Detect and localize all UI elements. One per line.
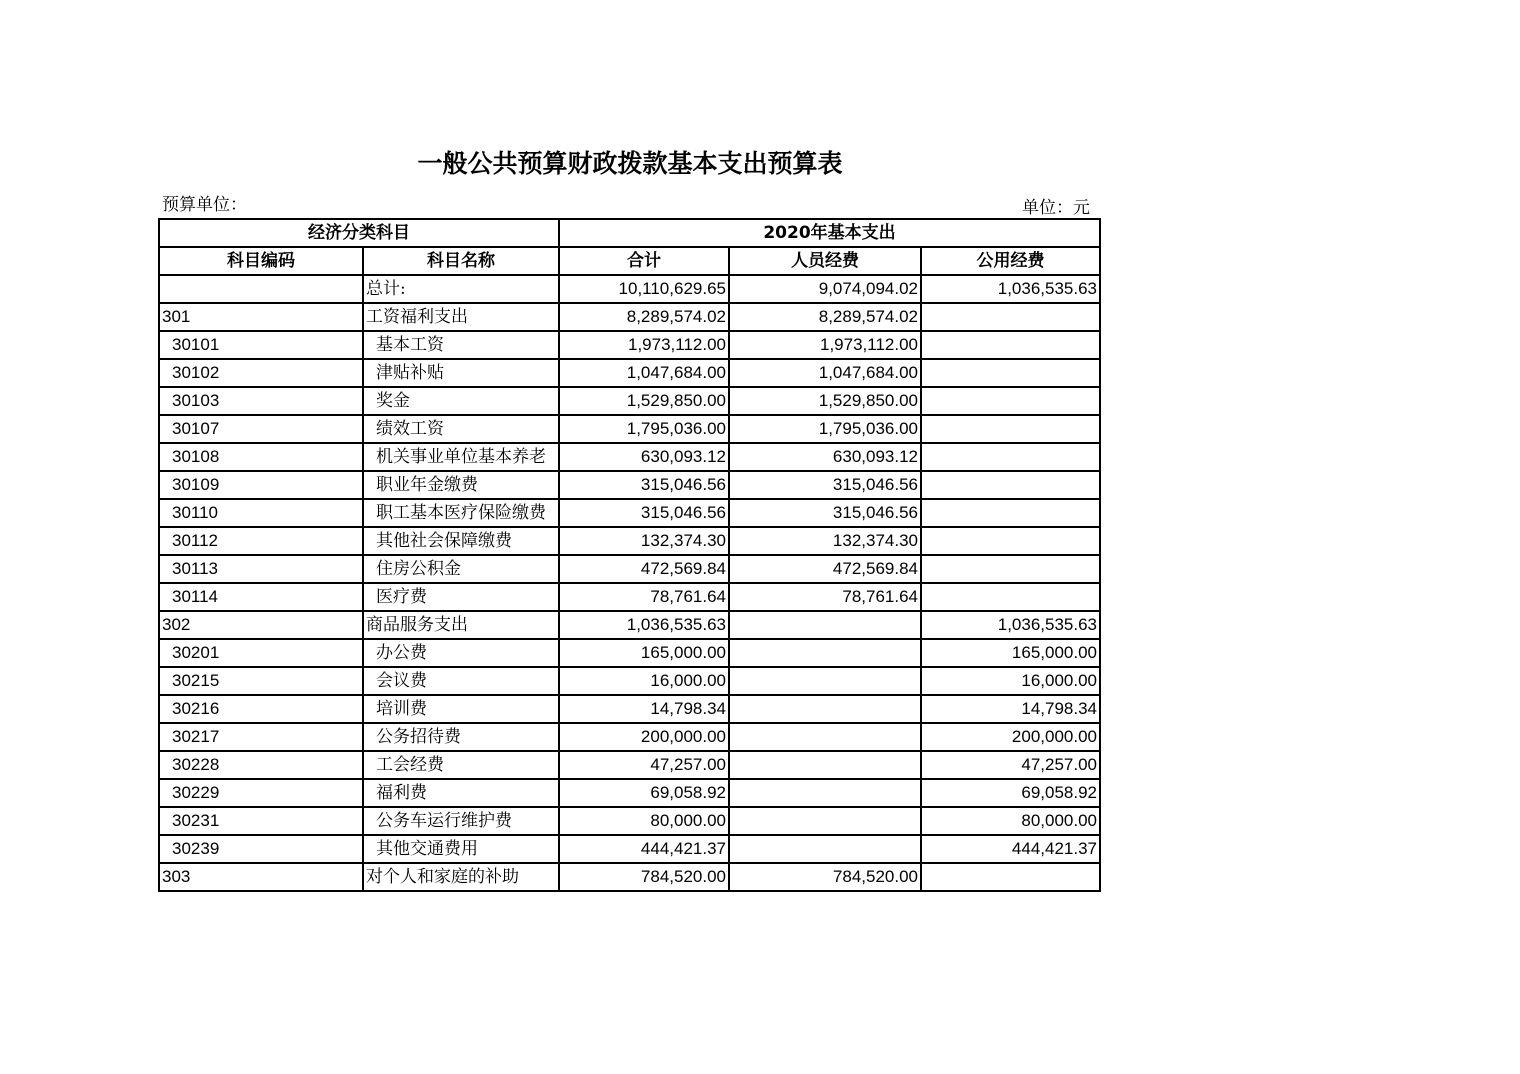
row-total: 1,973,112.00 xyxy=(559,331,729,359)
row-total: 80,000.00 xyxy=(559,807,729,835)
row-public: 444,421.37 xyxy=(921,835,1100,863)
row-name: 会议费 xyxy=(363,667,559,695)
row-name: 基本工资 xyxy=(363,331,559,359)
row-code: 30108 xyxy=(159,443,363,471)
row-public: 14,798.34 xyxy=(921,695,1100,723)
row-name: 对个人和家庭的补助 xyxy=(363,863,559,891)
table-row xyxy=(159,807,1100,835)
row-name: 公务招待费 xyxy=(363,723,559,751)
row-personnel: 1,973,112.00 xyxy=(729,331,921,359)
budget-unit-label: 预算单位： xyxy=(162,195,247,215)
row-personnel: 315,046.56 xyxy=(729,499,921,527)
row-public xyxy=(921,499,1100,527)
row-code: 30114 xyxy=(159,583,363,611)
table-row xyxy=(159,303,1100,331)
row-total: 630,093.12 xyxy=(559,443,729,471)
row-name: 工资福利支出 xyxy=(363,303,559,331)
row-personnel xyxy=(729,807,921,835)
row-code: 30107 xyxy=(159,415,363,443)
row-public xyxy=(921,359,1100,387)
row-public: 200,000.00 xyxy=(921,723,1100,751)
row-name: 办公费 xyxy=(363,639,559,667)
table-row xyxy=(159,527,1100,555)
row-personnel: 9,074,094.02 xyxy=(729,275,921,303)
row-total: 1,795,036.00 xyxy=(559,415,729,443)
budget-table xyxy=(158,218,1101,892)
row-personnel xyxy=(729,639,921,667)
row-personnel xyxy=(729,779,921,807)
table-row xyxy=(159,695,1100,723)
table-row xyxy=(159,499,1100,527)
table-row xyxy=(159,863,1100,891)
row-personnel xyxy=(729,723,921,751)
row-code: 30215 xyxy=(159,667,363,695)
row-total: 10,110,629.65 xyxy=(559,275,729,303)
row-personnel xyxy=(729,695,921,723)
row-name: 职业年金缴费 xyxy=(363,471,559,499)
table-row xyxy=(159,555,1100,583)
row-code: 302 xyxy=(159,611,363,639)
row-code: 30228 xyxy=(159,751,363,779)
header-public: 公用经费 xyxy=(921,247,1100,275)
row-code: 30201 xyxy=(159,639,363,667)
row-personnel: 8,289,574.02 xyxy=(729,303,921,331)
row-code: 30239 xyxy=(159,835,363,863)
header-code: 科目编码 xyxy=(159,247,363,275)
row-public xyxy=(921,303,1100,331)
row-name: 福利费 xyxy=(363,779,559,807)
row-name: 津贴补贴 xyxy=(363,359,559,387)
row-public: 165,000.00 xyxy=(921,639,1100,667)
row-code: 30217 xyxy=(159,723,363,751)
row-total: 1,036,535.63 xyxy=(559,611,729,639)
row-total: 472,569.84 xyxy=(559,555,729,583)
row-public xyxy=(921,583,1100,611)
row-code: 30103 xyxy=(159,387,363,415)
row-name: 其他社会保障缴费 xyxy=(363,527,559,555)
row-code: 30109 xyxy=(159,471,363,499)
row-public: 69,058.92 xyxy=(921,779,1100,807)
header-economic-classification: 经济分类科目 xyxy=(159,219,559,247)
row-name: 工会经费 xyxy=(363,751,559,779)
table-body xyxy=(159,275,1100,891)
row-personnel: 1,047,684.00 xyxy=(729,359,921,387)
table-row xyxy=(159,751,1100,779)
row-code: 30110 xyxy=(159,499,363,527)
row-total: 1,047,684.00 xyxy=(559,359,729,387)
row-total: 78,761.64 xyxy=(559,583,729,611)
row-personnel: 630,093.12 xyxy=(729,443,921,471)
row-public: 1,036,535.63 xyxy=(921,611,1100,639)
row-total: 315,046.56 xyxy=(559,471,729,499)
row-total: 8,289,574.02 xyxy=(559,303,729,331)
row-public: 1,036,535.63 xyxy=(921,275,1100,303)
row-personnel xyxy=(729,835,921,863)
row-name: 其他交通费用 xyxy=(363,835,559,863)
row-public: 47,257.00 xyxy=(921,751,1100,779)
row-name: 总计: xyxy=(363,275,559,303)
row-public xyxy=(921,443,1100,471)
row-public xyxy=(921,527,1100,555)
row-total: 200,000.00 xyxy=(559,723,729,751)
row-total: 165,000.00 xyxy=(559,639,729,667)
table-row xyxy=(159,611,1100,639)
row-name: 商品服务支出 xyxy=(363,611,559,639)
table-row xyxy=(159,779,1100,807)
row-personnel: 132,374.30 xyxy=(729,527,921,555)
row-code: 30101 xyxy=(159,331,363,359)
row-name: 奖金 xyxy=(363,387,559,415)
row-personnel xyxy=(729,751,921,779)
row-code: 30112 xyxy=(159,527,363,555)
table-row xyxy=(159,275,1100,303)
row-total: 784,520.00 xyxy=(559,863,729,891)
page-title: 一般公共预算财政拨款基本支出预算表 xyxy=(417,149,843,178)
row-public xyxy=(921,331,1100,359)
row-total: 444,421.37 xyxy=(559,835,729,863)
row-total: 132,374.30 xyxy=(559,527,729,555)
table-row xyxy=(159,415,1100,443)
row-code: 30216 xyxy=(159,695,363,723)
table-row xyxy=(159,639,1100,667)
row-public xyxy=(921,415,1100,443)
row-public xyxy=(921,471,1100,499)
row-code: 30113 xyxy=(159,555,363,583)
row-name: 绩效工资 xyxy=(363,415,559,443)
row-personnel: 784,520.00 xyxy=(729,863,921,891)
row-name: 培训费 xyxy=(363,695,559,723)
row-code: 30231 xyxy=(159,807,363,835)
row-public: 80,000.00 xyxy=(921,807,1100,835)
table-row xyxy=(159,835,1100,863)
header-total: 合计 xyxy=(559,247,729,275)
row-name: 公务车运行维护费 xyxy=(363,807,559,835)
row-name: 职工基本医疗保险缴费 xyxy=(363,499,559,527)
row-personnel xyxy=(729,611,921,639)
row-total: 69,058.92 xyxy=(559,779,729,807)
table-row xyxy=(159,471,1100,499)
header-name: 科目名称 xyxy=(363,247,559,275)
row-code: 301 xyxy=(159,303,363,331)
row-personnel xyxy=(729,667,921,695)
row-code: 30102 xyxy=(159,359,363,387)
row-code: 303 xyxy=(159,863,363,891)
row-public xyxy=(921,387,1100,415)
row-name: 机关事业单位基本养老 xyxy=(363,443,559,471)
row-personnel: 315,046.56 xyxy=(729,471,921,499)
table-row xyxy=(159,723,1100,751)
row-personnel: 1,529,850.00 xyxy=(729,387,921,415)
row-public xyxy=(921,555,1100,583)
table-row xyxy=(159,331,1100,359)
row-total: 315,046.56 xyxy=(559,499,729,527)
row-code: 30229 xyxy=(159,779,363,807)
row-public: 16,000.00 xyxy=(921,667,1100,695)
currency-unit-label: 单位：元 xyxy=(1022,198,1090,218)
row-personnel: 78,761.64 xyxy=(729,583,921,611)
header-personnel: 人员经费 xyxy=(729,247,921,275)
row-personnel: 1,795,036.00 xyxy=(729,415,921,443)
row-name: 医疗费 xyxy=(363,583,559,611)
table-row xyxy=(159,359,1100,387)
table-row xyxy=(159,387,1100,415)
row-personnel: 472,569.84 xyxy=(729,555,921,583)
header-column-row xyxy=(159,247,1100,275)
row-total: 47,257.00 xyxy=(559,751,729,779)
row-name: 住房公积金 xyxy=(363,555,559,583)
row-code xyxy=(159,275,363,303)
row-total: 1,529,850.00 xyxy=(559,387,729,415)
table-row xyxy=(159,583,1100,611)
header-group-row xyxy=(159,219,1100,247)
row-total: 16,000.00 xyxy=(559,667,729,695)
table-row xyxy=(159,667,1100,695)
header-2020-basic-expenditure: 2020年基本支出 xyxy=(559,219,1100,247)
row-total: 14,798.34 xyxy=(559,695,729,723)
table-row xyxy=(159,443,1100,471)
row-public xyxy=(921,863,1100,891)
